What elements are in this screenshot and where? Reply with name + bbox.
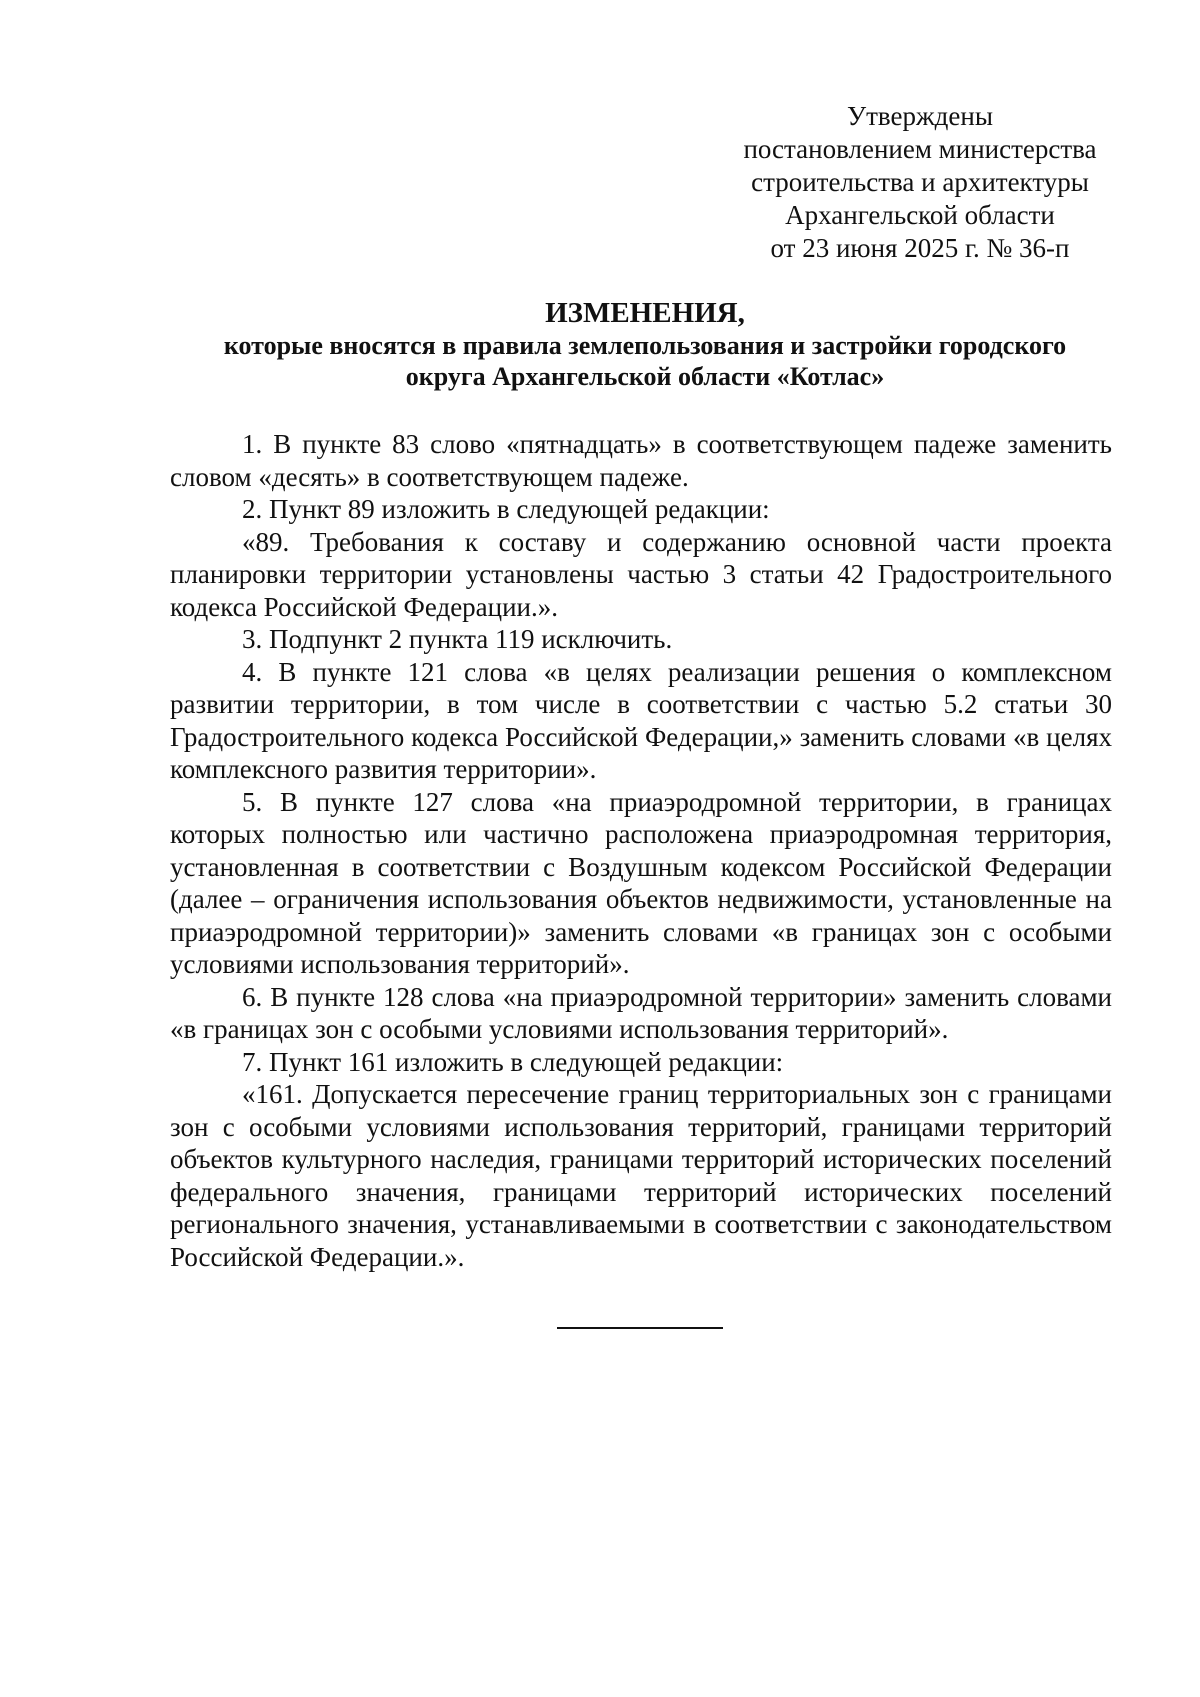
paragraph: 5. В пункте 127 слова «на приаэродромной территории, в границах которых полностью или частично расположена приаэродромная территория, установленная в соответствии с Воздушным кодексом Российской Федерации (далее – ограничения использования объектов недвижимости, установленные на приаэродромной территории)» заменить словами «в границах зон с особыми условиями использования территорий». bbox=[170, 786, 1112, 979]
paragraph: 1. В пункте 83 слово «пятнадцать» в соответствующем падеже заменить словом «десять» в соответствующем падеже. bbox=[170, 429, 1112, 492]
document-heading bbox=[170, 296, 1120, 392]
document-body bbox=[170, 428, 1112, 1273]
paragraph: 3. Подпункт 2 пункта 119 исключить. bbox=[242, 624, 673, 654]
approval-line: Архангельской области bbox=[785, 200, 1055, 230]
end-divider bbox=[557, 1327, 723, 1329]
approval-line: от 23 июня 2025 г. № 36-п bbox=[770, 233, 1070, 263]
document-subtitle-line-2: округа Архангельской области «Котлас» bbox=[405, 362, 885, 391]
paragraph: «89. Требования к составу и содержанию основной части проекта планировки территории установлены частью 3 статьи 42 Градостроительного кодекса Российской Федерации.». bbox=[170, 526, 1112, 622]
approval-line: Утверждены bbox=[847, 101, 993, 131]
paragraph: 6. В пункте 128 слова «на приаэродромной территории» заменить словами «в границах зон с особыми условиями использования территорий». bbox=[170, 981, 1112, 1044]
document-title: ИЗМЕНЕНИЯ, bbox=[545, 297, 745, 329]
approval-line: строительства и архитектуры bbox=[751, 167, 1089, 197]
approval-block bbox=[720, 100, 1120, 265]
paragraph: «161. Допускается пересечение границ территориальных зон с границами зон с особыми условиями использования территорий, границами территорий объектов культурного наследия, границами территорий исторических поселений федерального значения, границами территорий исторических поселений регионального значения, устанавливаемыми в соответствии с законодательством Российской Федерации.». bbox=[170, 1079, 1112, 1272]
paragraph: 4. В пункте 121 слова «в целях реализации решения о комплексном развитии территории, в том числе в соответствии с частью 5.2 статьи 30 Градостроительного кодекса Российской Федерации,» заменить словами «в целях комплексного развития территории». bbox=[170, 656, 1112, 784]
paragraph: 2. Пункт 89 изложить в следующей редакции: bbox=[242, 494, 770, 524]
document-subtitle-line-1: которые вносятся в правила землепользования и застройки городского bbox=[223, 331, 1067, 360]
approval-line: постановлением министерства bbox=[743, 134, 1097, 164]
paragraph: 7. Пункт 161 изложить в следующей редакции: bbox=[242, 1046, 784, 1077]
